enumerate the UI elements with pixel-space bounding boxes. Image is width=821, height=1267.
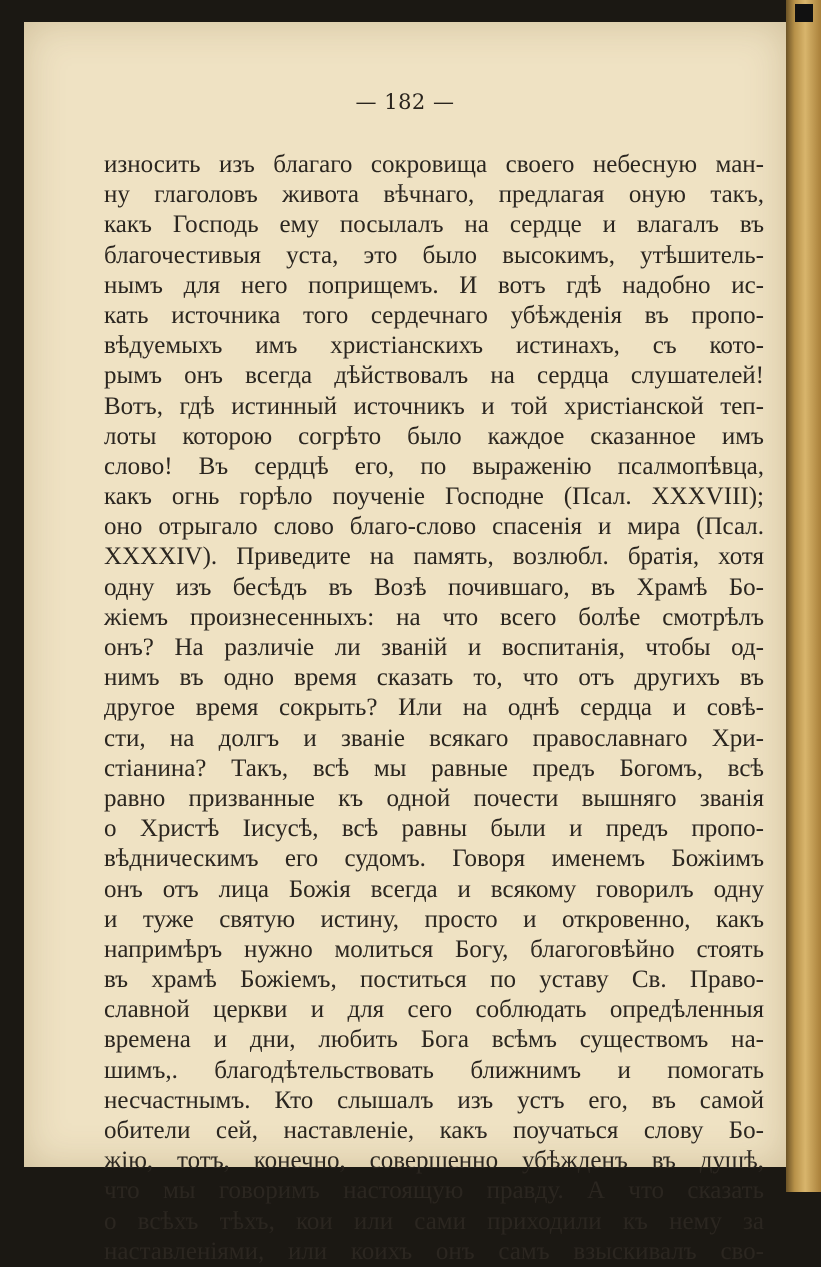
text-line: другое время сокрыть? Или на однѣ сердца и совѣ- [104, 694, 764, 722]
text-line: ну глаголовъ живота вѣчнаго, предлагая оную такъ, [104, 181, 764, 209]
text-line: одну изъ бесѣдъ въ Возѣ почившаго, въ Храмѣ Бо- [104, 573, 764, 601]
text-line: славной церкви и для сего соблюдать опредѣленныя [104, 996, 764, 1024]
text-line: стіанина? Такъ, всѣ мы равные предъ Богомъ, всѣ [104, 754, 764, 782]
text-line: кать источника того сердечнаго убѣжденія въ пропо- [104, 301, 764, 329]
text-line: о Христѣ Іисусѣ, всѣ равны были и предъ пропо- [104, 815, 764, 843]
text-line: что мы говоримъ настоящую правду. А что сказать [104, 1177, 764, 1205]
text-line: несчастнымъ. Кто слышалъ изъ устъ его, въ самой [104, 1086, 764, 1114]
text-line: и туже святую истину, просто и откровенно, какъ [104, 905, 764, 933]
text-line: равно призванные къ одной почести вышняго званія [104, 784, 764, 812]
text-line: благочестивыя уста, это было высокимъ, утѣшитель- [104, 241, 764, 269]
text-line: обители сей, наставленіе, какъ поучаться слову Бо- [104, 1117, 764, 1144]
text-line: сти, на долгъ и званіе всякаго православнаго Хри- [104, 724, 764, 752]
text-line: оно отрыгало слово благо-слово спасенія и мира (Псал. [104, 513, 764, 541]
text-line: жію, тотъ, конечно, совершенно убѣжденъ въ душѣ, [104, 1147, 764, 1175]
text-line: въ храмѣ Божіемъ, поститься по уставу Св. Право- [104, 966, 764, 994]
text-line: о всѣхъ тѣхъ, кои или сами приходили къ нему за [104, 1207, 764, 1235]
text-line: вѣдническимъ его судомъ. Говоря именемъ Божіимъ [104, 845, 764, 873]
text-line: вѣдуемыхъ имъ христіанскихъ истинахъ, съ кото- [104, 332, 764, 360]
text-line: износить изъ благаго сокровища своего небесную ман- [104, 151, 764, 178]
text-line: XXXXIV). Приведите на память, возлюбл. братія, хотя [104, 543, 764, 571]
text-line: жіемъ произнесенныхъ: на что всего болѣе смотрѣлъ [104, 603, 764, 631]
text-line: слово! Въ сердцѣ его, по выраженію псалмопѣвца, [104, 452, 764, 480]
text-line: онъ отъ лица Божія всегда и всякому говорилъ одну [104, 875, 764, 903]
text-line: какъ огнь горѣло поученіе Господне (Псал. XXXVIII); [104, 483, 764, 511]
page-number: — 182 — [355, 90, 455, 114]
text-line: времена и дни, любить Бога всѣмъ существомъ на- [104, 1026, 764, 1054]
text-line: шимъ,. благодѣтельствовать ближнимъ и помогать [104, 1056, 764, 1084]
text-line: Вотъ, гдѣ истинный источникъ и той христіанской теп- [104, 392, 764, 420]
text-line: нымъ для него поприщемъ. И вотъ гдѣ надобно ис- [104, 271, 764, 299]
text-line: напримѣръ нужно молиться Богу, благоговѣйно стоять [104, 935, 764, 963]
text-line: онъ? На различіе ли званій и воспитанія, чтобы од- [104, 634, 764, 661]
text-line: нимъ въ одно время сказать то, что отъ другихъ въ [104, 664, 764, 692]
text-line: рымъ онъ всегда дѣйствовалъ на сердца слушателей! [104, 362, 764, 390]
body-text [104, 150, 764, 1267]
text-line: какъ Господь ему посылалъ на сердце и влагалъ въ [104, 211, 764, 239]
text-line: лоты которою согрѣто было каждое сказанное имъ [104, 422, 764, 450]
text-line: наставленіями, или коихъ онъ самъ взыскивалъ сво- [104, 1237, 764, 1265]
page-edge [786, 0, 821, 1192]
scan-corner-mark [795, 4, 813, 22]
book-page [24, 22, 786, 1265]
